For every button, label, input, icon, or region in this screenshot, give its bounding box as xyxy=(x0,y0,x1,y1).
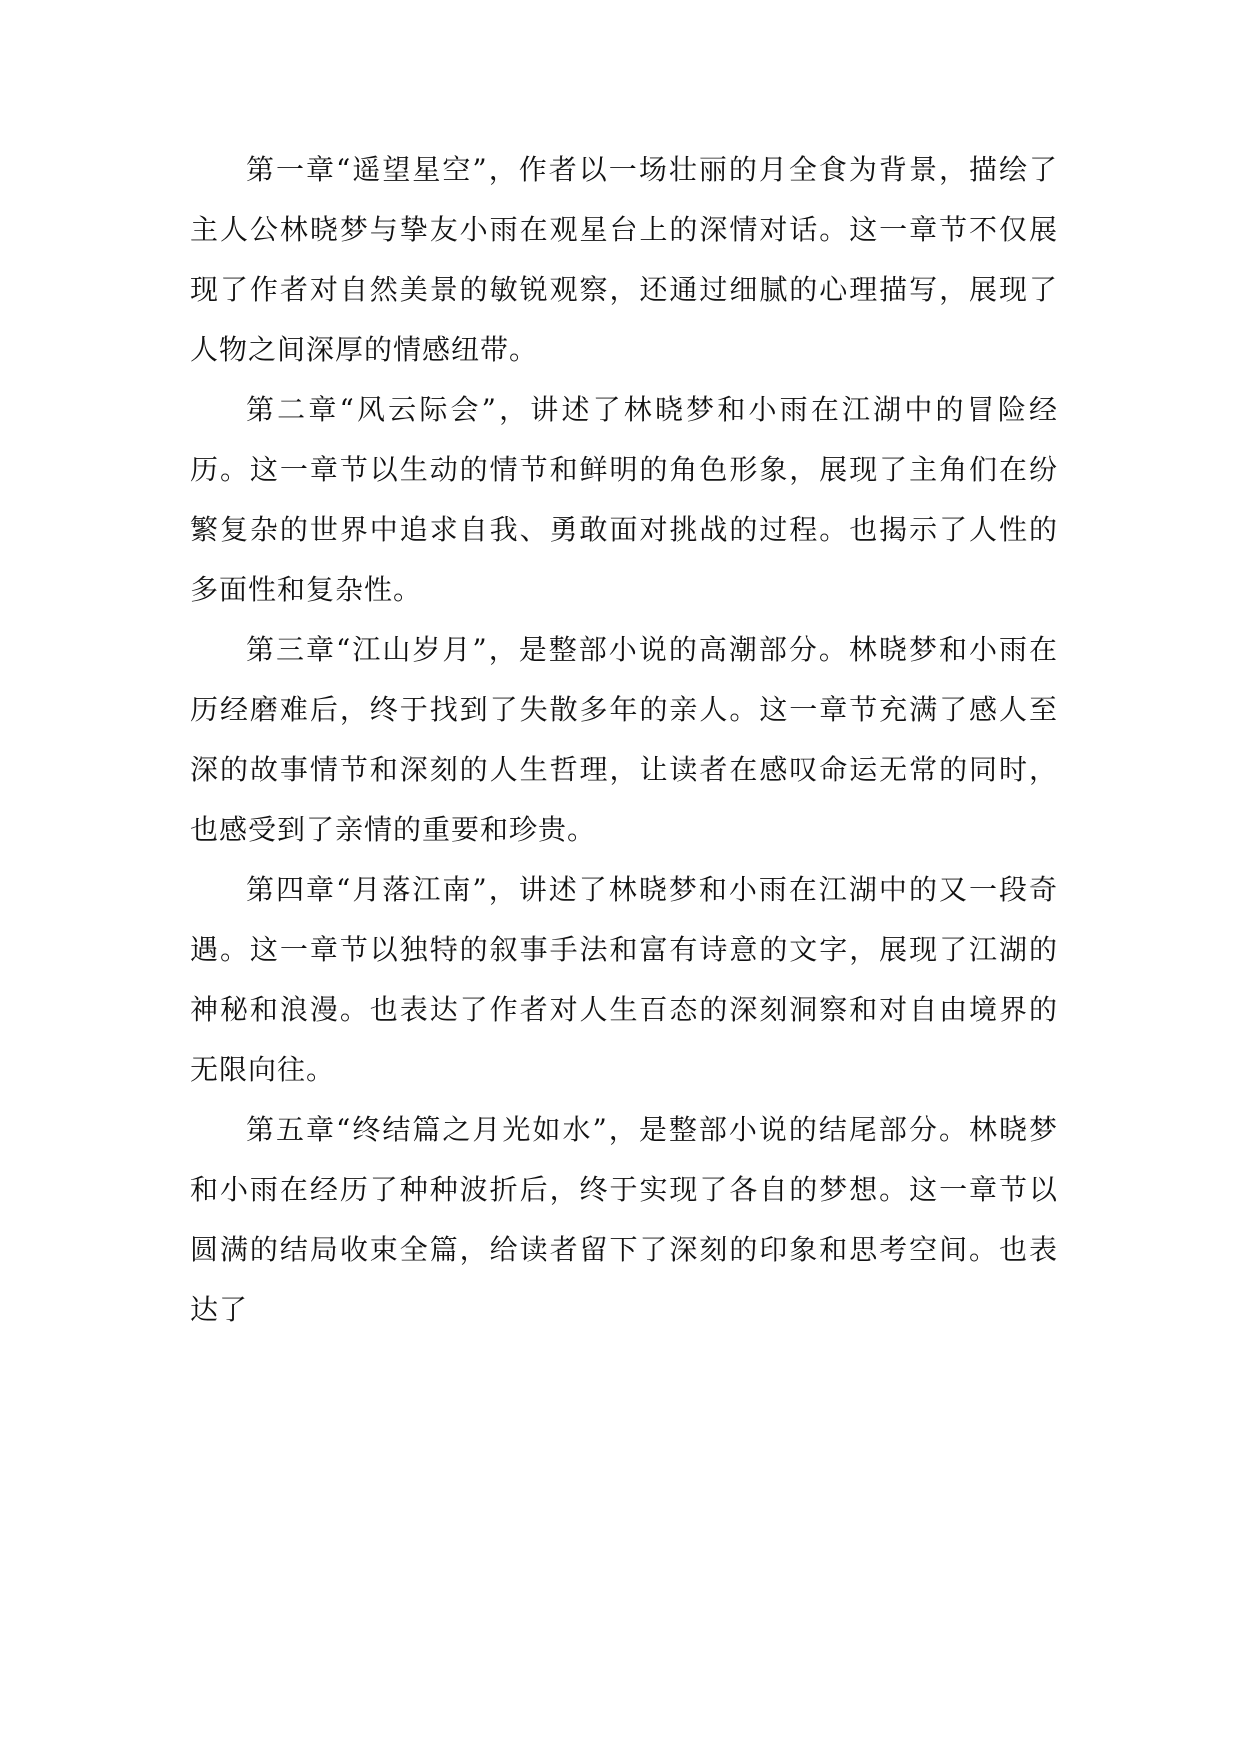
paragraph-chapter-2: 第二章“风云际会”，讲述了林晓梦和小雨在江湖中的冒险经历。这一章节以生动的情节和鲜明的角色形象，展现了主角们在纷繁复杂的世界中追求自我、勇敢面对挑战的过程。也揭示了人性的多面性和复杂性。 xyxy=(190,393,1058,606)
paragraph-chapter-4: 第四章“月落江南”，讲述了林晓梦和小雨在江湖中的又一段奇遇。这一章节以独特的叙事手法和富有诗意的文字，展现了江湖的神秘和浪漫。也表达了作者对人生百态的深刻洞察和对自由境界的无限向往。 xyxy=(190,873,1058,1086)
paragraph-chapter-1: 第一章“遥望星空”，作者以一场壮丽的月全食为背景，描绘了主人公林晓梦与挚友小雨在观星台上的深情对话。这一章节不仅展现了作者对自然美景的敏锐观察，还通过细腻的心理描写，展现了人物之间深厚的情感纽带。 xyxy=(190,153,1058,366)
paragraph-chapter-3: 第三章“江山岁月”，是整部小说的高潮部分。林晓梦和小雨在历经磨难后，终于找到了失散多年的亲人。这一章节充满了感人至深的故事情节和深刻的人生哲理，让读者在感叹命运无常的同时，也感受到了亲情的重要和珍贵。 xyxy=(190,633,1058,846)
paragraph-chapter-5: 第五章“终结篇之月光如水”，是整部小说的结尾部分。林晓梦和小雨在经历了种种波折后，终于实现了各自的梦想。这一章节以圆满的结局收束全篇，给读者留下了深刻的印象和思考空间。也表达了 xyxy=(190,1113,1058,1326)
document-body xyxy=(190,140,1058,1340)
